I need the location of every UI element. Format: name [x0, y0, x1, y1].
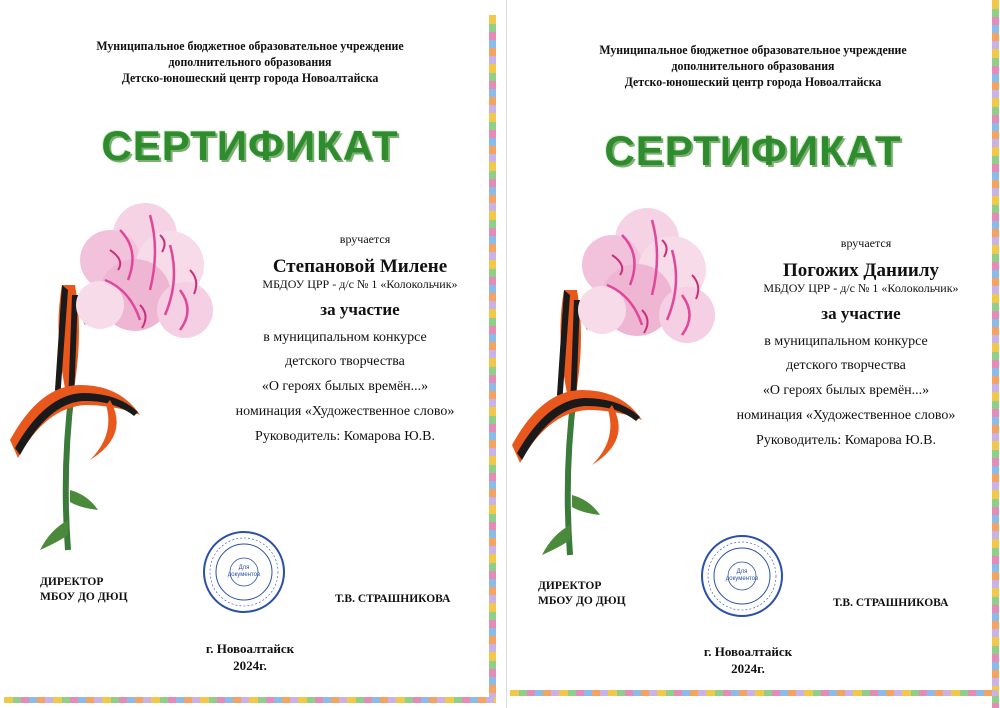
- awarded-label: вручается: [339, 232, 391, 246]
- for-participation: за участие: [821, 304, 901, 323]
- header-line-1: Муниципальное бюджетное образовательное учреждение: [96, 39, 404, 53]
- decorative-border-bottom: [510, 690, 998, 696]
- decorative-border-right: [992, 0, 999, 708]
- recipient-name: Степановой Милене: [272, 256, 448, 277]
- decorative-border-right: [489, 15, 496, 697]
- contest-line-2: детского творчества: [786, 358, 906, 373]
- city: г. Новоалтайск: [205, 641, 295, 656]
- header-line-1: Муниципальное бюджетное образовательное учреждение: [599, 43, 907, 57]
- header-line-3: Детско-юношеский центр города Новоалтайска: [624, 75, 882, 89]
- certificate-right: [506, 0, 1000, 708]
- carnation-ribbon-illustration: [10, 190, 240, 570]
- director-name: Т.В. СТРАШНИКОВА: [335, 593, 451, 605]
- recipient-organization: МБДОУ ЦРР - д/с № 1 «Колокольчик»: [763, 281, 959, 295]
- stamp-center-text: Для документов: [725, 569, 759, 582]
- nomination: номинация «Художественное слово»: [736, 408, 956, 423]
- nomination: номинация «Художественное слово»: [235, 404, 455, 419]
- header-line-2: дополнительного образования: [168, 55, 332, 69]
- director-title-line-1: ДИРЕКТОР: [40, 576, 104, 588]
- contest-line-2: детского творчества: [285, 354, 405, 369]
- recipient-name: Погожих Даниилу: [782, 260, 939, 281]
- year: 2024г.: [731, 661, 765, 676]
- stamp-center-text: Для документов: [227, 565, 261, 578]
- page-divider: [506, 0, 507, 708]
- contest-line-3: «О героях былых времён...»: [261, 379, 429, 394]
- director-title-line-2: МБОУ ДО ДЮЦ: [40, 591, 128, 603]
- year: 2024г.: [233, 658, 267, 673]
- certificate-title: СЕРТИФИКАТ: [604, 127, 902, 174]
- city: г. Новоалтайск: [703, 644, 793, 659]
- contest-line-1: в муниципальном конкурсе: [263, 330, 427, 345]
- contest-line-1: в муниципальном конкурсе: [764, 334, 928, 349]
- director-title-line-1: ДИРЕКТОР: [538, 580, 602, 592]
- awarded-label: вручается: [840, 236, 892, 250]
- director-title-line-2: МБОУ ДО ДЮЦ: [538, 595, 626, 607]
- director-name: Т.В. СТРАШНИКОВА: [833, 597, 949, 609]
- contest-line-3: «О героях былых времён...»: [762, 383, 930, 398]
- for-participation: за участие: [320, 300, 400, 319]
- header-line-2: дополнительного образования: [671, 59, 835, 73]
- decorative-border-bottom: [4, 697, 496, 703]
- carnation-ribbon-illustration: [512, 195, 742, 575]
- supervisor: Руководитель: Комарова Ю.В.: [756, 433, 936, 448]
- recipient-organization: МБДОУ ЦРР - д/с № 1 «Колокольчик»: [262, 277, 458, 291]
- supervisor: Руководитель: Комарова Ю.В.: [255, 429, 435, 444]
- header-line-3: Детско-юношеский центр города Новоалтайска: [121, 71, 379, 85]
- certificate-title: СЕРТИФИКАТ: [101, 122, 399, 169]
